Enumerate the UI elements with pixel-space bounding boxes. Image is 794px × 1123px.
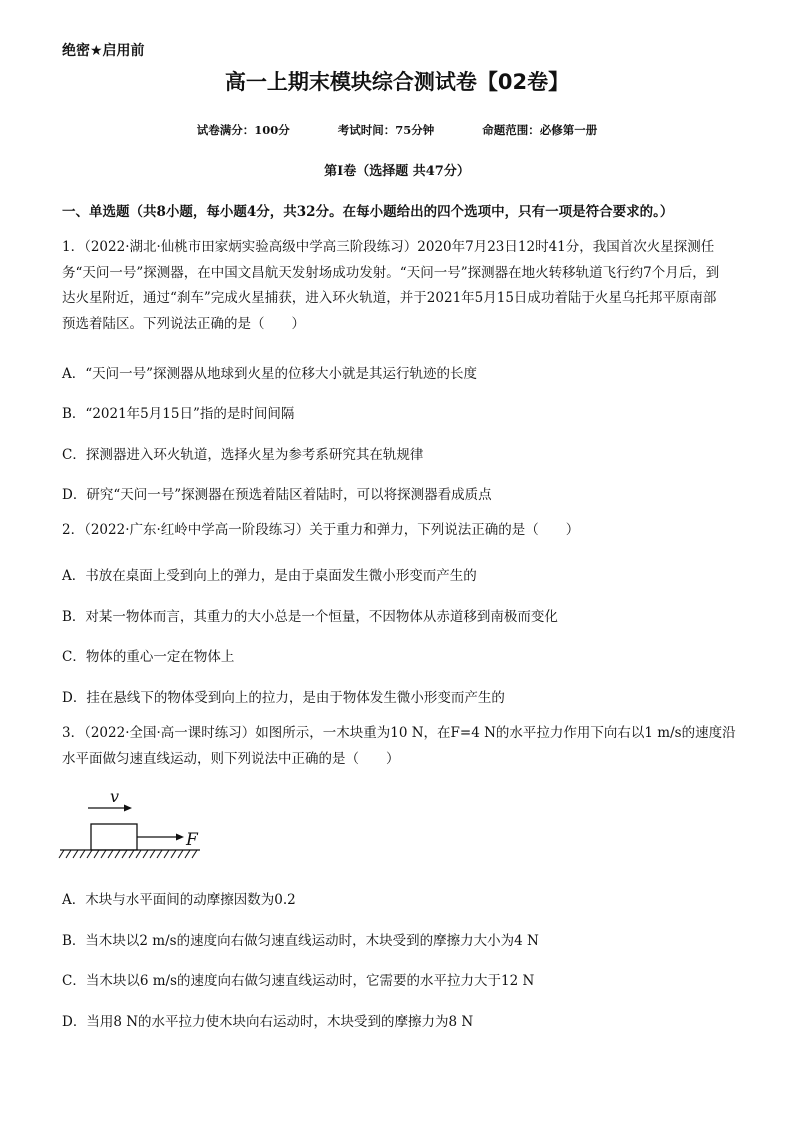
diagram-svg: [58, 790, 218, 865]
question-1-option-c: C．探测器进入环火轨道，选择火星为参考系研究其在轨规律: [62, 447, 424, 463]
question-1-line-4: 预选着陆区。下列说法正确的是（ ）: [62, 315, 305, 332]
question-2-stem: [62, 518, 738, 544]
question-1-stem: [62, 235, 738, 337]
block-force-diagram: [58, 790, 218, 869]
question-2-line-1: 2．（2022·广东·红岭中学高一阶段练习）关于重力和弹力，下列说法正确的是（ ）: [62, 522, 580, 538]
question-1-option-a: A．“天问一号”探测器从地球到火星的位移大小就是其运行轨迹的长度: [62, 366, 478, 382]
exam-scope: 命题范围：必修第一册: [482, 123, 598, 137]
confidential-label: 绝密★启用前: [62, 43, 145, 59]
question-1-option-b: B．“2021年5月15日”指的是时间间隔: [62, 406, 295, 422]
question-3-option-b: B．当木块以2 m/s的速度向右做匀速直线运动时，木块受到的摩擦力大小为4 N: [62, 933, 539, 949]
exam-time: 考试时间：75分钟: [337, 123, 435, 137]
ground-hatching: [59, 850, 197, 858]
section-title: 一、单选题（共8小题，每小题4分，共32分。在每小题给出的四个选项中，只有一项是符合要求的。）: [62, 204, 674, 220]
force-arrowhead: [176, 834, 184, 841]
question-1-line-2: 务“天问一号”探测器，在中国文昌航天发射场成功发射。“天问一号”探测器在地火转移轨道飞行约7个月后，到: [62, 264, 720, 281]
question-2-option-b: B．对某一物体而言，其重力的大小总是一个恒量，不因物体从赤道移到南极而变化: [62, 609, 558, 625]
question-1-option-d: D．研究“天问一号”探测器在预选着陆区着陆时，可以将探测器看成质点: [62, 487, 492, 503]
question-3-option-d: D．当用8 N的水平拉力使木块向右运动时，木块受到的摩擦力为8 N: [62, 1014, 474, 1030]
question-1-line-1: 1．（2022·湖北·仙桃市田家炳实验高级中学高三阶段练习）2020年7月23日12时41分，我国首次火星探测任: [62, 239, 715, 255]
question-2-option-d: D．挂在悬线下的物体受到向上的拉力，是由于物体发生微小形变而产生的: [62, 690, 505, 706]
question-1-line-3: 达火星附近，通过“刹车”完成火星捕获，进入环火轨道，并于2021年5月15日成功着陆于火星乌托邦平原南部: [62, 290, 717, 306]
question-2-option-a: A．书放在桌面上受到向上的弹力，是由于桌面发生微小形变而产生的: [62, 568, 477, 584]
question-3-stem: [62, 721, 738, 772]
question-3-line-2: 水平面做匀速直线运动，则下列说法中正确的是（ ）: [62, 750, 400, 767]
question-2-option-c: C．物体的重心一定在物体上: [62, 649, 235, 665]
part-title: 第Ⅰ卷（选择题 共47分）: [324, 164, 470, 179]
full-score: 试卷满分：100分: [196, 123, 290, 137]
exam-meta: [0, 122, 794, 138]
question-3-option-a: A．木块与水平面间的动摩擦因数为0.2: [62, 892, 296, 908]
question-3-line-1: 3．（2022·全国·高一课时练习）如图所示，一木块重为10 N，在F=4 N的水平拉力作用下向右以1 m/s的速度沿: [62, 725, 736, 741]
wooden-block: [91, 824, 137, 850]
question-3-option-c: C．当木块以6 m/s的速度向右做匀速直线运动时，它需要的水平拉力大于12 N: [62, 973, 535, 989]
exam-title: 高一上期末模块综合测试卷【02卷】: [224, 70, 570, 94]
force-label: F: [186, 830, 198, 850]
velocity-arrowhead: [124, 805, 132, 812]
velocity-label: v: [110, 790, 120, 806]
